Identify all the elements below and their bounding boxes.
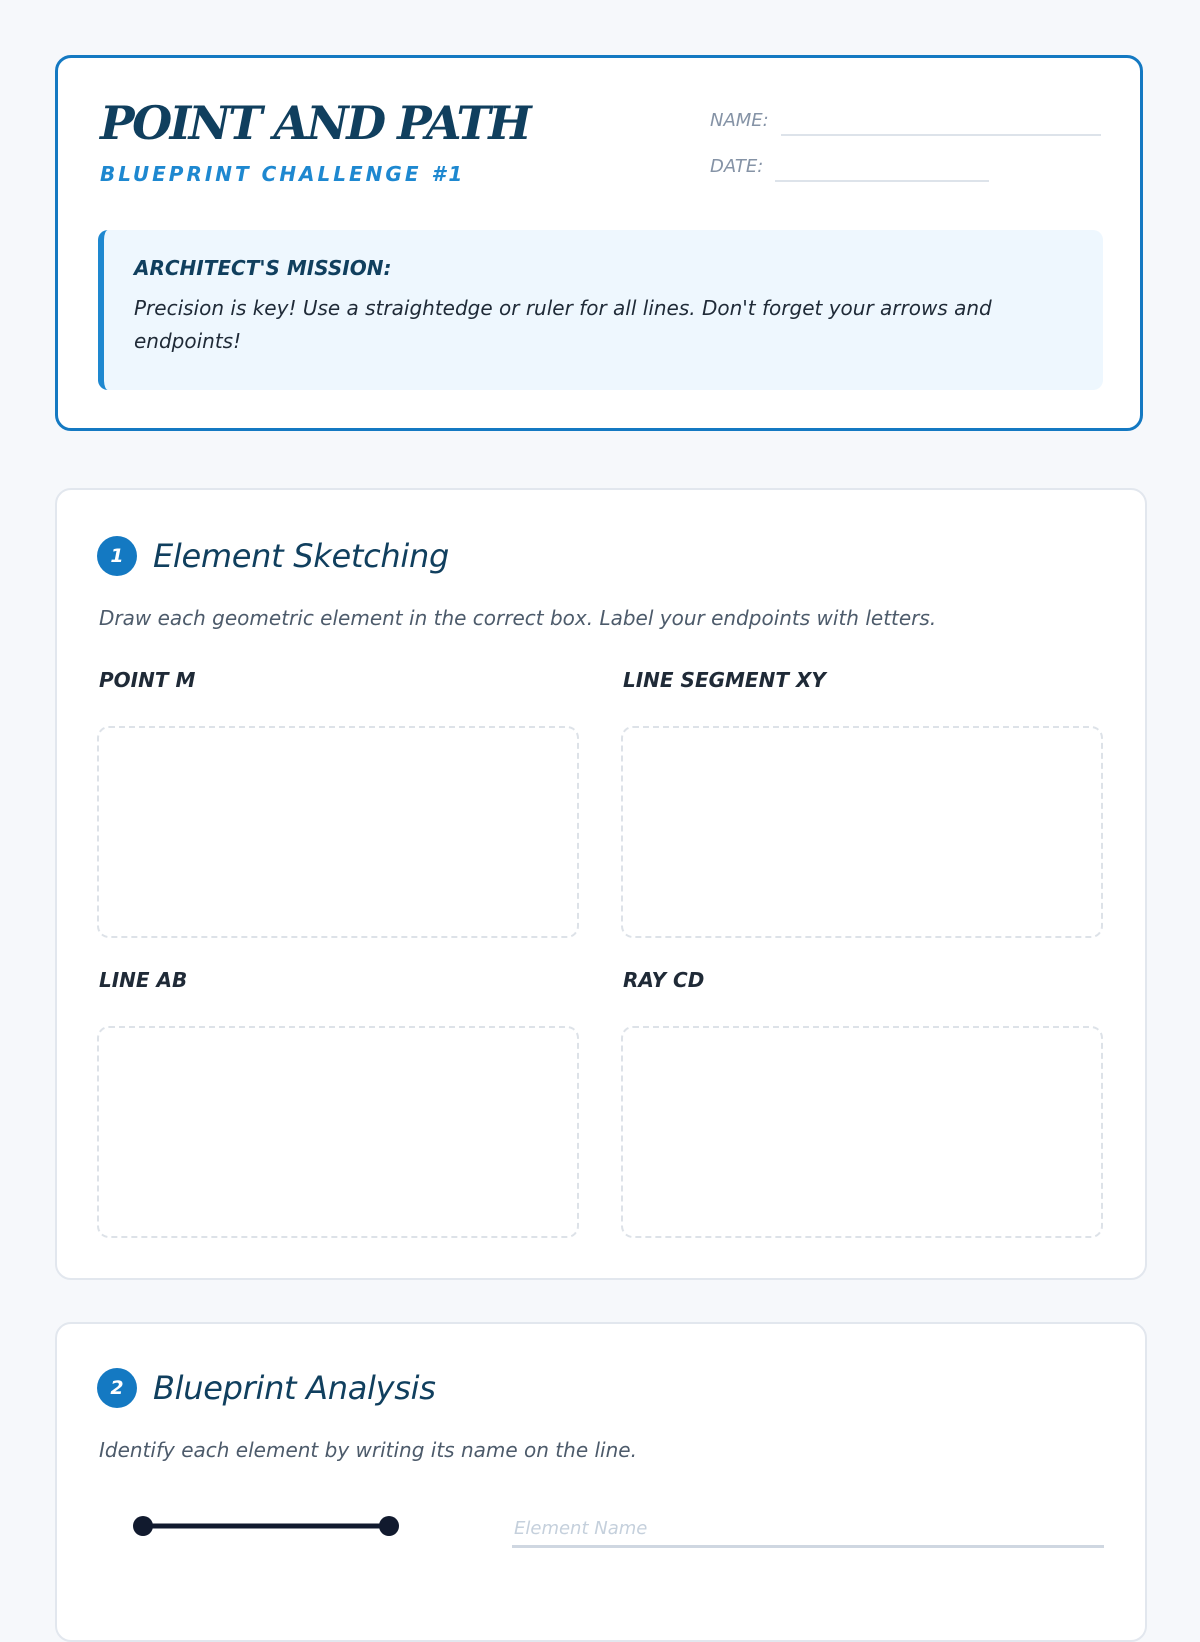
line-segment-figure — [129, 1510, 405, 1542]
section-number-badge: 1 — [97, 536, 137, 576]
name-label: NAME: — [710, 110, 769, 131]
box-label-point-m: POINT M — [99, 668, 196, 692]
section-instructions: Draw each geometric element in the correct box. Label your endpoints with letters. — [99, 606, 937, 630]
worksheet-title: POINT AND PATH — [100, 96, 530, 150]
box-label-line-segment-xy: LINE SEGMENT XY — [623, 668, 826, 692]
section-header — [97, 536, 449, 576]
sketch-box-line-segment-xy[interactable] — [621, 726, 1103, 938]
mission-callout — [98, 230, 1103, 390]
sketch-box-ray-cd[interactable] — [621, 1026, 1103, 1238]
section-header — [97, 1368, 436, 1408]
sketch-box-point-m[interactable] — [97, 726, 579, 938]
section-element-sketching — [55, 488, 1147, 1280]
header-card — [55, 55, 1143, 431]
segment-endpoint-right — [379, 1516, 399, 1536]
sketch-box-line-ab[interactable] — [97, 1026, 579, 1238]
date-label: DATE: — [710, 156, 764, 177]
mission-text: Precision is key! Use a straightedge or ruler for all lines. Don't forget your arrows and endpoints! — [134, 296, 992, 353]
box-label-ray-cd: RAY CD — [623, 968, 705, 992]
segment-endpoint-left — [133, 1516, 153, 1536]
element-name-input[interactable] — [512, 1512, 1104, 1548]
date-field[interactable] — [710, 156, 989, 178]
section-number-badge: 2 — [97, 1368, 137, 1408]
date-line[interactable] — [775, 180, 989, 182]
box-label-line-ab: LINE AB — [99, 968, 188, 992]
section-instructions: Identify each element by writing its name on the line. — [99, 1438, 637, 1462]
worksheet-subtitle: BLUEPRINT CHALLENGE #1 — [100, 162, 466, 186]
section-blueprint-analysis — [55, 1322, 1147, 1642]
name-line[interactable] — [781, 134, 1101, 136]
section-title: Element Sketching — [153, 537, 449, 575]
section-title: Blueprint Analysis — [153, 1369, 436, 1407]
mission-title: ARCHITECT'S MISSION: — [134, 256, 392, 280]
name-field[interactable] — [710, 110, 1101, 132]
